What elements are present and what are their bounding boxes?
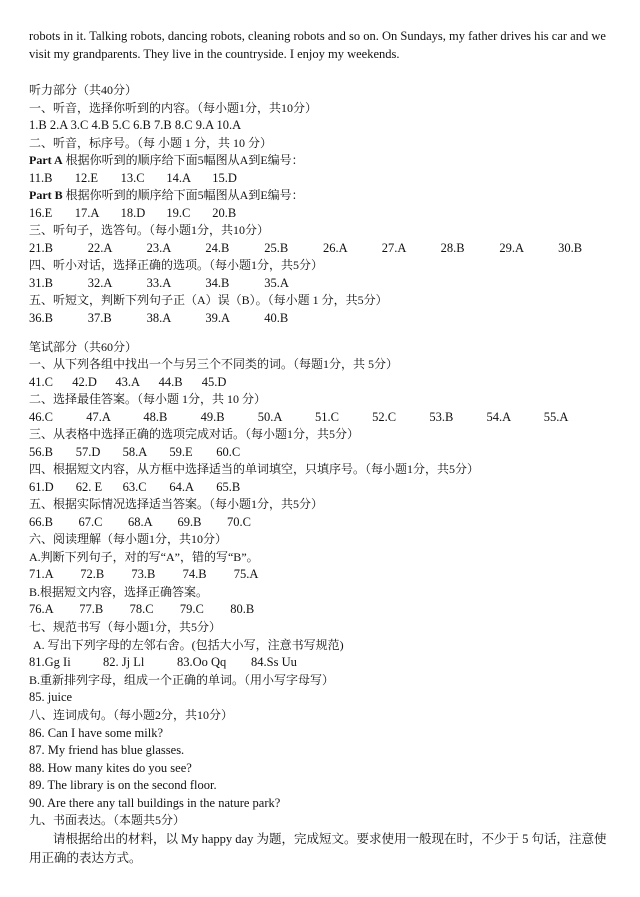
sentence-answer: 90. Are there any tall buildings in the nature park? [29, 796, 281, 810]
listening-q5-answers [29, 310, 323, 326]
writing-q5-answers [29, 514, 277, 530]
listening-q4-title: 四、听小对话，选择正确的选项。（每小题1分，共5分） [29, 258, 324, 272]
answer: 30.B [558, 241, 583, 255]
answer: 19.C [166, 206, 191, 220]
writing-q2-answers [29, 409, 601, 425]
answer: 82. Jj Ll [103, 655, 145, 669]
answer: 18.D [120, 206, 146, 220]
answer: 50.A [257, 410, 283, 424]
answer: 48.B [143, 410, 168, 424]
intro-line-1: robots in it. Talking robots, dancing robots, cleaning robots and so on. On Sundays, my father drives his car and we [29, 29, 606, 43]
writing-q1-answers [29, 374, 245, 390]
answer: 72.B [80, 567, 105, 581]
answer: 35.A [264, 276, 289, 290]
answer: 15.D [212, 171, 237, 185]
answer: 74.B [182, 567, 207, 581]
answer: 40.B [264, 311, 289, 325]
answer: 37.B [87, 311, 112, 325]
writing-title: 笔试部分（共60分） [29, 340, 138, 354]
answer: 44.B [158, 375, 183, 389]
answer: 47.A [86, 410, 111, 424]
answer: 43.A [115, 375, 141, 389]
writing-q5-title: 五、根据实际情况选择适当答案。（每小题1分，共5分） [29, 497, 324, 511]
writing-q7b-text: B.重新排列字母，组成一个正确的单词。（用小写字母写） [29, 673, 335, 687]
answer: 16.E [29, 206, 53, 220]
answer: 55.A [543, 410, 569, 424]
answer: 27.A [381, 241, 407, 255]
writing-q4-answers [29, 479, 263, 495]
writing-q7a-text: A. 写出下列字母的左邻右舍。(包括大小写，注意书写规范) [33, 638, 344, 652]
part-a-instruction [29, 152, 304, 168]
answer: 12.E [74, 171, 99, 185]
answer: 45.D [201, 375, 227, 389]
answer: 33.A [146, 276, 172, 290]
answer: 25.B [264, 241, 289, 255]
part-a-label: Part A [29, 153, 63, 167]
answer: 66.B [29, 515, 53, 529]
answer: 26.A [322, 241, 348, 255]
answer: 64.A [169, 480, 195, 494]
answer: 67.C [78, 515, 103, 529]
writing-q1-title: 一、从下列各组中找出一个与另三个不同类的词。（每题1分，共 5分） [29, 357, 399, 371]
listening-title: 听力部分（共40分） [29, 83, 138, 97]
answer: 49.B [200, 410, 225, 424]
listening-q1-title: 一、听音，选择你听到的内容。（每小题1分，共10分） [29, 101, 318, 115]
answer: 65.B [216, 480, 241, 494]
answer: 56.B [29, 445, 53, 459]
writing-q4-title: 四、根据短文内容，从方框中选择适当的单词填空，只填序号。（每小题1分，共5分） [29, 462, 480, 476]
answer: 83.Oo Qq [177, 655, 227, 669]
answer: 29.A [499, 241, 525, 255]
answer: 57.D [75, 445, 101, 459]
answer: 34.B [205, 276, 230, 290]
answer: 21.B [29, 241, 53, 255]
part-a-answers [29, 170, 258, 186]
answer: 39.A [205, 311, 231, 325]
listening-q3-title: 三、听句子，选答句。（每小题1分，共10分） [29, 223, 270, 237]
answer: 17.A [74, 206, 100, 220]
writing-q9-text: 请根据给出的材料，以 My happy day 为题，完成短文。要求使用一般现在时，不少于 5 句话，注意使用正确的表达方式。 [29, 832, 607, 865]
answer: 14.A [166, 171, 192, 185]
writing-q6b-answers [29, 601, 280, 617]
part-b-label: Part B [29, 188, 63, 202]
part-b-answers [29, 205, 258, 221]
answer: 77.B [79, 602, 104, 616]
answer: 36.B [29, 311, 53, 325]
answer: 71.A [29, 567, 54, 581]
answer: 58.A [122, 445, 148, 459]
part-b-text: 根据你听到的顺序给下面5幅图从A到E编号： [62, 188, 304, 202]
writing-q6a-answers [29, 566, 285, 582]
answer: 41.C [29, 375, 53, 389]
sentence-answer: 86. Can I have some milk? [29, 726, 163, 740]
answer: 62. E [75, 480, 103, 494]
answer: 32.A [87, 276, 113, 290]
answer: 54.A [486, 410, 512, 424]
writing-q7a-answers [29, 654, 325, 670]
writing-q6b-text: B.根据短文内容，选择正确答案。 [29, 585, 209, 599]
writing-q7-title: 七、规范书写（每小题1分，共5分） [29, 620, 222, 634]
listening-q5-title: 五、听短文，判断下列句子正（A）误（B）。（每小题 1 分，共5分） [29, 293, 388, 307]
writing-q2-title: 二、选择最佳答案。（每小题 1分，共 10 分） [29, 392, 267, 406]
answer: 60.C [216, 445, 241, 459]
writing-q3-title: 三、从表格中选择正确的选项完成对话。（每小题1分，共5分） [29, 427, 360, 441]
part-b-instruction [29, 187, 304, 203]
writing-q6a-text: A.判断下列句子，对的写“A”，错的写“B”。 [29, 550, 259, 564]
answer: 13.C [120, 171, 145, 185]
listening-q3-answers [29, 240, 617, 256]
answer: 73.B [131, 567, 156, 581]
part-a-text: 根据你听到的顺序给下面5幅图从A到E编号： [62, 153, 304, 167]
answer: 46.C [29, 410, 53, 424]
answer: 23.A [146, 241, 172, 255]
intro-line-2: visit my grandparents. They live in the countryside. I enjoy my weekends. [29, 47, 400, 61]
answer: 69.B [177, 515, 202, 529]
answer: 70.C [227, 515, 251, 529]
answer: 78.C [129, 602, 154, 616]
answer: 31.B [29, 276, 53, 290]
answer: 61.D [29, 480, 54, 494]
listening-q4-answers [29, 275, 323, 291]
answer: 22.A [87, 241, 113, 255]
listening-q1-answers: 1.B 2.A 3.C 4.B 5.C 6.B 7.B 8.C 9.A 10.A [29, 118, 242, 132]
sentence-answer: 89. The library is on the second floor. [29, 778, 217, 792]
answer: 84.Ss Uu [251, 655, 297, 669]
answer: 81.Gg Ii [29, 655, 71, 669]
answer: 52.C [372, 410, 397, 424]
listening-q2-title: 二、听音，标序号。（每 小题 1 分，共 10 分） [29, 136, 273, 150]
answer: 51.C [314, 410, 339, 424]
answer: 75.A [233, 567, 259, 581]
answer: 20.B [212, 206, 237, 220]
writing-q3-answers [29, 444, 263, 460]
writing-q6-title: 六、阅读理解（每小题1分，共10分） [29, 532, 228, 546]
answer: 80.B [230, 602, 255, 616]
writing-q8-title: 八、连词成句。（每小题2分，共10分） [29, 708, 234, 722]
answer: 42.D [72, 375, 97, 389]
answer: 63.C [122, 480, 147, 494]
answer: 76.A [29, 602, 54, 616]
answer: 38.A [146, 311, 172, 325]
sentence-answer: 88. How many kites do you see? [29, 761, 192, 775]
answer: 24.B [205, 241, 230, 255]
answer: 59.E [169, 445, 193, 459]
writing-q9-title: 九、书面表达。（本题共5分） [29, 813, 186, 827]
answer: 11.B [29, 171, 53, 185]
answer: 79.C [179, 602, 204, 616]
answer: 28.B [440, 241, 465, 255]
answer: 68.A [128, 515, 153, 529]
answer: 53.B [429, 410, 454, 424]
writing-q7b-answer: 85. juice [29, 690, 73, 704]
sentence-answer: 87. My friend has blue glasses. [29, 743, 185, 757]
